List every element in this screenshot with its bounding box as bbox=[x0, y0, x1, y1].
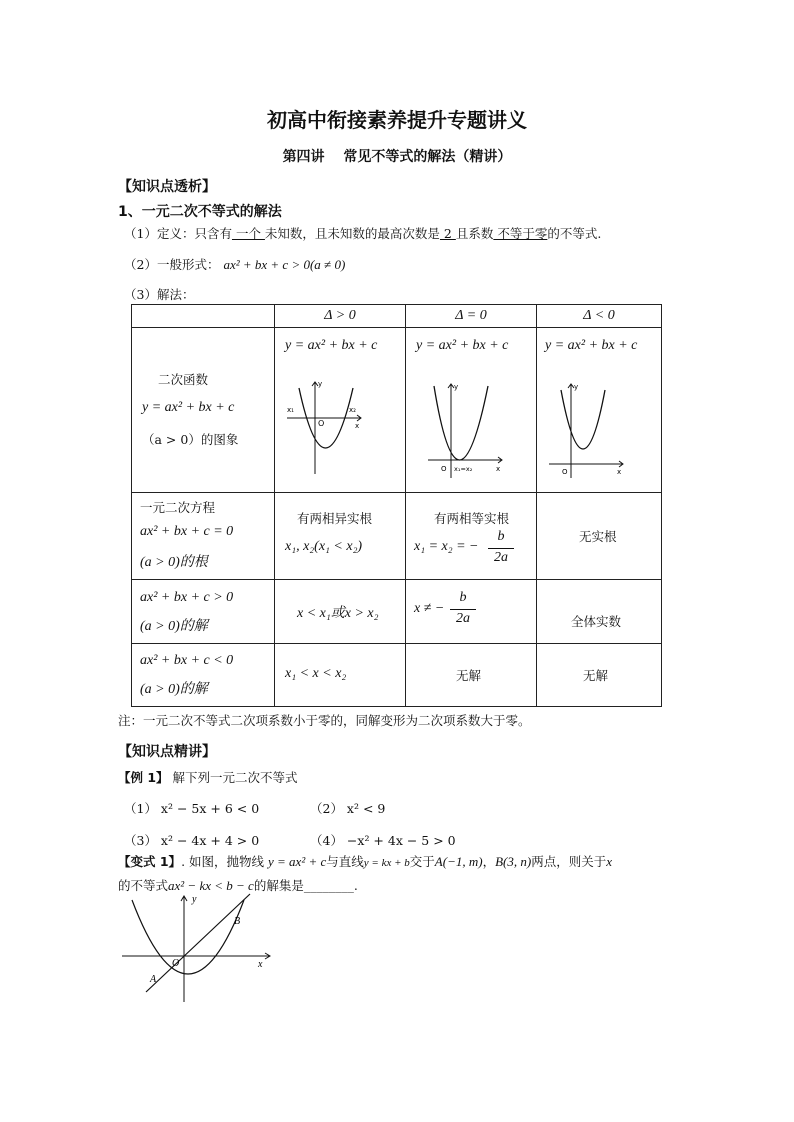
svg-text:y: y bbox=[574, 383, 579, 391]
variant-1-tag: 【变式 1】 bbox=[118, 854, 182, 869]
method-label: （3）解法： bbox=[124, 287, 195, 302]
graph-formula-3: y = ax² + bx + c bbox=[545, 338, 638, 353]
topic-heading: 1、一元二次不等式的解法 bbox=[118, 204, 282, 220]
example-1-text: 解下列一元二次不等式 bbox=[172, 770, 298, 785]
svg-text:x: x bbox=[496, 465, 501, 473]
row-label-greater: ax² + bx + c > 0 (a > 0)的解 bbox=[132, 580, 275, 644]
svg-text:B: B bbox=[234, 916, 241, 927]
solution-table bbox=[131, 304, 662, 707]
roots-cell-delta-pos: 有两相异实根 x₁, x₂(x₁ < x₂) bbox=[275, 493, 406, 580]
section-heading-lecture: 【知识点精讲】 bbox=[118, 744, 216, 760]
less-cell-delta-neg: 无解 bbox=[537, 644, 662, 707]
general-label: （2）一般形式： bbox=[124, 257, 220, 272]
problem-3: （3） x² − 4x + 4 > 0 bbox=[124, 833, 260, 848]
definition-line bbox=[124, 224, 601, 242]
general-formula: ax² + bx + c > 0(a ≠ 0) bbox=[223, 257, 346, 272]
graph-cell-delta-zero bbox=[406, 328, 537, 493]
svg-text:O: O bbox=[562, 468, 568, 476]
svg-text:x: x bbox=[258, 959, 263, 970]
problem-4: （4） −x² + 4x − 5 > 0 bbox=[310, 833, 456, 848]
graph-formula-2: y = ax² + bx + c bbox=[416, 338, 509, 353]
less-cell-delta-zero: 无解 bbox=[406, 644, 537, 707]
def-mid-2: 且系数 bbox=[455, 226, 494, 241]
svg-text:x₂: x₂ bbox=[349, 406, 356, 414]
parabola-one-root-graph bbox=[426, 378, 506, 488]
roots-cell-delta-neg: 无实根 bbox=[537, 493, 662, 580]
svg-text:x₁=x₂: x₁=x₂ bbox=[454, 465, 473, 473]
svg-text:O: O bbox=[318, 419, 325, 428]
variant-1-line-2: 的不等式ax² − kx < b − c的解集是________. bbox=[118, 878, 358, 893]
def-underline-2: 2 bbox=[439, 226, 456, 241]
parabola-line-intersection-figure bbox=[118, 892, 278, 1004]
svg-text:y: y bbox=[318, 380, 323, 388]
page-title: 初高中衔接素养提升专题讲义 bbox=[267, 108, 527, 132]
svg-text:O: O bbox=[441, 465, 447, 473]
problem-1: （1） x² − 5x + 6 < 0 bbox=[124, 801, 260, 816]
row-label-less: ax² + bx + c < 0 (a > 0)的解 bbox=[132, 644, 275, 707]
graph-cell-delta-neg bbox=[537, 328, 662, 493]
table-header-empty bbox=[132, 305, 275, 328]
example-1-line bbox=[118, 768, 298, 786]
svg-text:x: x bbox=[355, 422, 360, 430]
def-prefix: （1）定义：只含有 bbox=[124, 226, 232, 241]
graph-cell-delta-pos bbox=[275, 328, 406, 493]
graph-formula-1: y = ax² + bx + c bbox=[285, 338, 378, 353]
variant-1-line-1: 【变式 1】. 如图，抛物线 y = ax² + c与直线y = kx + b交于A(−1, m)，B(3, n)两点，则关于x bbox=[118, 854, 612, 869]
svg-text:A: A bbox=[150, 974, 157, 985]
row-label-function: 二次函数 y = ax² + bx + c （a > 0）的图象 bbox=[132, 328, 275, 493]
table-header-delta-neg: Δ < 0 bbox=[537, 305, 662, 328]
svg-text:y: y bbox=[454, 383, 459, 391]
parabola-two-roots-graph bbox=[285, 378, 365, 478]
svg-text:O: O bbox=[172, 958, 180, 969]
parabola-no-root-graph bbox=[547, 378, 627, 488]
less-cell-delta-pos: x₁ < x < x₂ bbox=[275, 644, 406, 707]
def-underline-3: 不等于零 bbox=[493, 226, 548, 241]
section-heading-knowledge: 【知识点透析】 bbox=[118, 179, 216, 195]
row-label-equation: 一元二次方程 ax² + bx + c = 0 (a > 0)的根 bbox=[132, 493, 275, 580]
table-header-delta-pos: Δ > 0 bbox=[275, 305, 406, 328]
def-suffix: 的不等式. bbox=[547, 226, 602, 241]
roots-cell-delta-zero: 有两相等实根 x₁ = x₂ = − b 2a bbox=[406, 493, 537, 580]
greater-cell-delta-pos: x < x₁或x > x₂ bbox=[275, 580, 406, 644]
greater-cell-delta-neg: 全体实数 bbox=[537, 580, 662, 644]
general-form-line bbox=[124, 255, 345, 273]
problem-2: （2） x² < 9 bbox=[310, 801, 386, 816]
lecture-subtitle: 第四讲 常见不等式的解法（精讲） bbox=[282, 149, 512, 165]
example-1-tag: 【例 1】 bbox=[118, 770, 169, 785]
svg-text:y: y bbox=[192, 894, 197, 905]
def-underline-1: 一个 bbox=[231, 226, 265, 241]
table-header-delta-zero: Δ = 0 bbox=[406, 305, 537, 328]
svg-text:x: x bbox=[617, 468, 622, 476]
greater-cell-delta-zero: x ≠ − b 2a bbox=[406, 580, 537, 644]
note-text: 注：一元二次不等式二次项系数小于零的，同解变形为二次项系数大于零。 bbox=[118, 713, 531, 728]
svg-text:x₁: x₁ bbox=[287, 406, 294, 414]
def-mid-1: 未知数，且未知数的最高次数是 bbox=[264, 226, 440, 241]
